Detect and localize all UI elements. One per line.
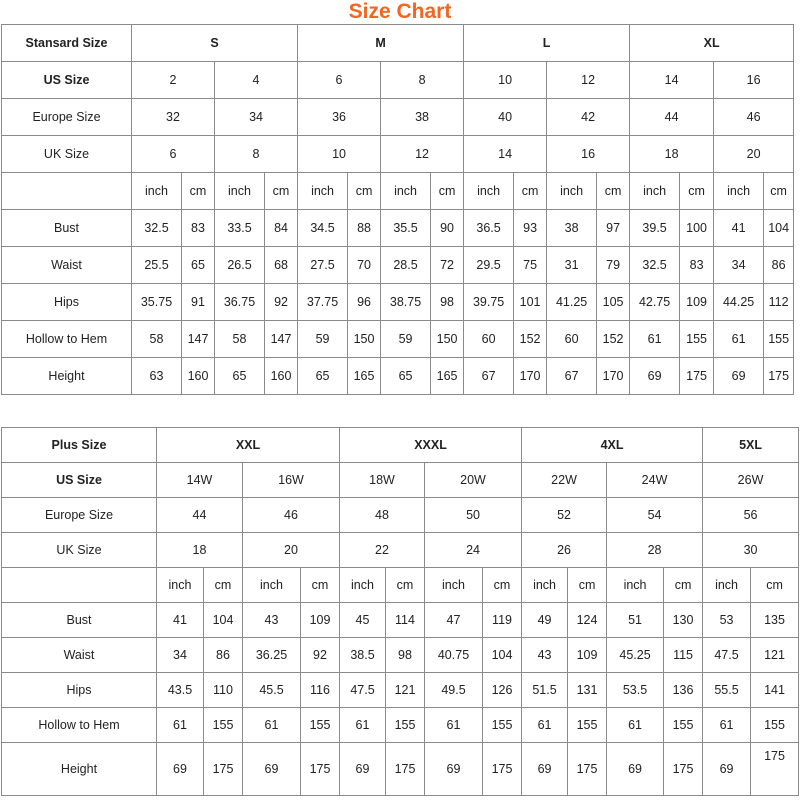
page-title: Size Chart xyxy=(348,0,452,23)
unit-inch-label: inch xyxy=(425,568,483,603)
table-cell: 34 xyxy=(157,638,204,673)
table-cell: 28 xyxy=(607,533,703,568)
table-cell: 31 xyxy=(547,247,597,284)
unit-inch-label: inch xyxy=(381,173,431,210)
size-group-m: M xyxy=(298,25,464,62)
unit-inch-label: inch xyxy=(298,173,348,210)
table-cell: 175 xyxy=(680,358,714,395)
unit-inch-label: inch xyxy=(132,173,182,210)
table-cell: 32.5 xyxy=(132,210,182,247)
table-cell: 90 xyxy=(431,210,464,247)
row-label: Hollow to Hem xyxy=(2,708,157,743)
table-cell: 36.25 xyxy=(243,638,301,673)
table-cell: 69 xyxy=(157,743,204,796)
table-cell: 65 xyxy=(215,358,265,395)
table-cell: 22W xyxy=(522,463,607,498)
hollow-to-hem-row xyxy=(2,321,794,358)
table-cell: 59 xyxy=(298,321,348,358)
table-cell: 155 xyxy=(751,708,799,743)
table-cell: 147 xyxy=(182,321,215,358)
table-cell: 14 xyxy=(630,62,714,99)
table-cell: 69 xyxy=(630,358,680,395)
table-cell: 65 xyxy=(381,358,431,395)
table-cell: 112 xyxy=(764,284,794,321)
unit-cm-label: cm xyxy=(265,173,298,210)
table-cell: 105 xyxy=(597,284,630,321)
uk-size-row xyxy=(2,136,794,173)
unit-cm-label: cm xyxy=(386,568,425,603)
table-cell: 69 xyxy=(243,743,301,796)
table-cell: 16 xyxy=(714,62,794,99)
us-size-row xyxy=(2,62,794,99)
table-cell: 34 xyxy=(215,99,298,136)
table-cell: 65 xyxy=(298,358,348,395)
table-cell: 98 xyxy=(386,638,425,673)
table-cell: 96 xyxy=(348,284,381,321)
table-cell: 69 xyxy=(340,743,386,796)
table-cell: 155 xyxy=(764,321,794,358)
table-cell: 61 xyxy=(703,708,751,743)
table-cell: 61 xyxy=(340,708,386,743)
standard-size-table xyxy=(1,24,794,395)
unit-cm-label: cm xyxy=(680,173,714,210)
table-cell: 91 xyxy=(182,284,215,321)
table-cell: 175 xyxy=(301,743,340,796)
table-cell: 53.5 xyxy=(607,673,664,708)
table-cell: 47.5 xyxy=(340,673,386,708)
table-cell: 61 xyxy=(243,708,301,743)
table-cell: 69 xyxy=(714,358,764,395)
table-cell: 101 xyxy=(514,284,547,321)
table-cell: 175 xyxy=(386,743,425,796)
unit-cm-label: cm xyxy=(751,568,799,603)
europe-size-row xyxy=(2,498,799,533)
table-cell: 104 xyxy=(764,210,794,247)
table-cell: 50 xyxy=(425,498,522,533)
table-cell: 69 xyxy=(607,743,664,796)
size-group-4xl: 4XL xyxy=(522,428,703,463)
waist-row xyxy=(2,247,794,284)
table-cell: 49.5 xyxy=(425,673,483,708)
table-cell: 20 xyxy=(714,136,794,173)
unit-inch-label: inch xyxy=(215,173,265,210)
size-group-xxxl: XXXL xyxy=(340,428,522,463)
table-cell: 119 xyxy=(483,603,522,638)
unit-cm-label: cm xyxy=(431,173,464,210)
table-cell: 92 xyxy=(301,638,340,673)
table-cell: 8 xyxy=(381,62,464,99)
table-cell: 135 xyxy=(751,603,799,638)
size-header-row xyxy=(2,428,799,463)
table-cell: 124 xyxy=(568,603,607,638)
table-cell: 42 xyxy=(547,99,630,136)
table-cell: 60 xyxy=(547,321,597,358)
table-cell: 68 xyxy=(265,247,298,284)
table-cell: 141 xyxy=(751,673,799,708)
table-cell: 61 xyxy=(522,708,568,743)
table-cell: 104 xyxy=(204,603,243,638)
row-label: Europe Size xyxy=(2,498,157,533)
table-cell: 155 xyxy=(204,708,243,743)
table-cell: 72 xyxy=(431,247,464,284)
table-cell: 54 xyxy=(607,498,703,533)
table-cell: 37.75 xyxy=(298,284,348,321)
table-cell: 104 xyxy=(483,638,522,673)
row-label: US Size xyxy=(2,463,157,498)
plus-size-table xyxy=(1,427,799,796)
size-group-xxl: XXL xyxy=(157,428,340,463)
table-cell: 51 xyxy=(607,603,664,638)
table-cell: 150 xyxy=(431,321,464,358)
waist-row xyxy=(2,638,799,673)
table-cell: 84 xyxy=(265,210,298,247)
table-cell: 65 xyxy=(182,247,215,284)
table-cell: 155 xyxy=(483,708,522,743)
table-cell: 46 xyxy=(714,99,794,136)
unit-row xyxy=(2,568,799,603)
table-cell: 16 xyxy=(547,136,630,173)
table-cell: 97 xyxy=(597,210,630,247)
table-cell: 69 xyxy=(425,743,483,796)
bust-row xyxy=(2,210,794,247)
table-cell: 88 xyxy=(348,210,381,247)
table-cell: 41 xyxy=(157,603,204,638)
table-cell: 165 xyxy=(348,358,381,395)
table-cell: 39.5 xyxy=(630,210,680,247)
table-cell: 165 xyxy=(431,358,464,395)
table-cell: 47.5 xyxy=(703,638,751,673)
table-cell: 175 xyxy=(204,743,243,796)
table-cell: 34.5 xyxy=(298,210,348,247)
table-cell: 48 xyxy=(340,498,425,533)
table-cell: 58 xyxy=(132,321,182,358)
table-cell: 92 xyxy=(265,284,298,321)
table-cell: 67 xyxy=(547,358,597,395)
row-label: Bust xyxy=(2,603,157,638)
table-cell: 155 xyxy=(301,708,340,743)
table-cell: 14W xyxy=(157,463,243,498)
table-cell: 59 xyxy=(381,321,431,358)
table-cell: 121 xyxy=(751,638,799,673)
table-cell: 32 xyxy=(132,99,215,136)
row-label: Plus Size xyxy=(2,428,157,463)
table-cell: 86 xyxy=(764,247,794,284)
table-cell: 46 xyxy=(243,498,340,533)
table-cell: 10 xyxy=(298,136,381,173)
table-cell: 121 xyxy=(386,673,425,708)
table-cell: 109 xyxy=(301,603,340,638)
table-cell: 160 xyxy=(182,358,215,395)
table-cell: 61 xyxy=(607,708,664,743)
row-label: Waist xyxy=(2,638,157,673)
table-cell: 83 xyxy=(680,247,714,284)
table-cell: 41 xyxy=(714,210,764,247)
row-label: Bust xyxy=(2,210,132,247)
table-cell: 20W xyxy=(425,463,522,498)
size-group-s: S xyxy=(132,25,298,62)
table-cell: 58 xyxy=(215,321,265,358)
table-cell: 93 xyxy=(514,210,547,247)
row-label: Hollow to Hem xyxy=(2,321,132,358)
table-cell: 131 xyxy=(568,673,607,708)
hips-row xyxy=(2,284,794,321)
height-row xyxy=(2,743,799,796)
table-cell: 116 xyxy=(301,673,340,708)
table-cell: 12 xyxy=(547,62,630,99)
table-cell: 150 xyxy=(348,321,381,358)
table-cell: 61 xyxy=(157,708,204,743)
table-cell: 18 xyxy=(630,136,714,173)
table-cell: 49 xyxy=(522,603,568,638)
unit-inch-label: inch xyxy=(714,173,764,210)
table-cell: 10 xyxy=(464,62,547,99)
row-label: Height xyxy=(2,358,132,395)
unit-inch-label: inch xyxy=(157,568,204,603)
table-cell: 24 xyxy=(425,533,522,568)
size-group-xl: XL xyxy=(630,25,794,62)
unit-cm-label: cm xyxy=(204,568,243,603)
table-cell: 32.5 xyxy=(630,247,680,284)
table-cell: 27.5 xyxy=(298,247,348,284)
hips-row xyxy=(2,673,799,708)
table-cell: 33.5 xyxy=(215,210,265,247)
table-cell: 109 xyxy=(568,638,607,673)
table-cell: 18W xyxy=(340,463,425,498)
table-cell: 175 xyxy=(664,743,703,796)
table-cell: 155 xyxy=(664,708,703,743)
row-label: US Size xyxy=(2,62,132,99)
table-cell: 44 xyxy=(630,99,714,136)
unit-cm-label: cm xyxy=(568,568,607,603)
unit-inch-label: inch xyxy=(703,568,751,603)
table-cell: 61 xyxy=(714,321,764,358)
table-cell: 25.5 xyxy=(132,247,182,284)
table-cell: 70 xyxy=(348,247,381,284)
height-row xyxy=(2,358,794,395)
table-cell: 18 xyxy=(157,533,243,568)
table-cell: 45 xyxy=(340,603,386,638)
table-cell: 75 xyxy=(514,247,547,284)
table-cell: 36.5 xyxy=(464,210,514,247)
table-cell: 35.5 xyxy=(381,210,431,247)
table-cell: 12 xyxy=(381,136,464,173)
unit-inch-label: inch xyxy=(607,568,664,603)
table-cell: 130 xyxy=(664,603,703,638)
table-cell: 6 xyxy=(132,136,215,173)
unit-row xyxy=(2,173,794,210)
uk-size-row xyxy=(2,533,799,568)
table-cell: 30 xyxy=(703,533,799,568)
unit-cm-label: cm xyxy=(597,173,630,210)
table-cell: 14 xyxy=(464,136,547,173)
table-cell: 61 xyxy=(425,708,483,743)
table-cell: 155 xyxy=(680,321,714,358)
table-cell: 170 xyxy=(514,358,547,395)
table-cell: 26.5 xyxy=(215,247,265,284)
table-cell: 170 xyxy=(597,358,630,395)
bust-row xyxy=(2,603,799,638)
size-group-l: L xyxy=(464,25,630,62)
table-cell: 28.5 xyxy=(381,247,431,284)
table-cell: 29.5 xyxy=(464,247,514,284)
table-cell: 36.75 xyxy=(215,284,265,321)
table-cell: 35.75 xyxy=(132,284,182,321)
table-cell: 152 xyxy=(597,321,630,358)
table-cell: 100 xyxy=(680,210,714,247)
row-label: UK Size xyxy=(2,533,157,568)
table-cell: 136 xyxy=(664,673,703,708)
table-cell: 61 xyxy=(630,321,680,358)
table-cell: 53 xyxy=(703,603,751,638)
table-cell: 42.75 xyxy=(630,284,680,321)
row-label: Hips xyxy=(2,284,132,321)
table-cell: 20 xyxy=(243,533,340,568)
table-cell: 38.75 xyxy=(381,284,431,321)
table-cell: 83 xyxy=(182,210,215,247)
table-cell: 45.25 xyxy=(607,638,664,673)
table-cell: 26W xyxy=(703,463,799,498)
unit-inch-label: inch xyxy=(243,568,301,603)
unit-inch-label: inch xyxy=(630,173,680,210)
table-cell: 38.5 xyxy=(340,638,386,673)
table-cell: 38 xyxy=(381,99,464,136)
table-cell: 69 xyxy=(703,743,751,796)
row-label: UK Size xyxy=(2,136,132,173)
table-cell: 175 xyxy=(751,743,799,796)
table-cell: 16W xyxy=(243,463,340,498)
table-cell: 6 xyxy=(298,62,381,99)
table-cell: 60 xyxy=(464,321,514,358)
table-cell: 175 xyxy=(764,358,794,395)
table-cell: 22 xyxy=(340,533,425,568)
table-cell: 152 xyxy=(514,321,547,358)
table-cell: 44.25 xyxy=(714,284,764,321)
unit-cm-label: cm xyxy=(514,173,547,210)
table-cell: 126 xyxy=(483,673,522,708)
table-cell: 40 xyxy=(464,99,547,136)
table-cell: 115 xyxy=(664,638,703,673)
row-label: Europe Size xyxy=(2,99,132,136)
europe-size-row xyxy=(2,99,794,136)
unit-cm-label: cm xyxy=(301,568,340,603)
table-cell: 36 xyxy=(298,99,381,136)
size-group-5xl: 5XL xyxy=(703,428,799,463)
table-cell: 98 xyxy=(431,284,464,321)
table-cell: 109 xyxy=(680,284,714,321)
unit-cm-label: cm xyxy=(664,568,703,603)
size-header-row xyxy=(2,25,794,62)
table-cell: 4 xyxy=(215,62,298,99)
row-label xyxy=(2,173,132,210)
table-cell: 67 xyxy=(464,358,514,395)
table-cell: 52 xyxy=(522,498,607,533)
table-cell: 79 xyxy=(597,247,630,284)
unit-inch-label: inch xyxy=(464,173,514,210)
table-cell: 175 xyxy=(568,743,607,796)
row-label: Hips xyxy=(2,673,157,708)
table-cell: 8 xyxy=(215,136,298,173)
table-cell: 45.5 xyxy=(243,673,301,708)
table-cell: 155 xyxy=(386,708,425,743)
table-cell: 24W xyxy=(607,463,703,498)
table-cell: 114 xyxy=(386,603,425,638)
table-cell: 175 xyxy=(483,743,522,796)
unit-cm-label: cm xyxy=(483,568,522,603)
us-size-row xyxy=(2,463,799,498)
unit-inch-label: inch xyxy=(522,568,568,603)
table-cell: 26 xyxy=(522,533,607,568)
table-cell: 51.5 xyxy=(522,673,568,708)
table-cell: 147 xyxy=(265,321,298,358)
unit-cm-label: cm xyxy=(764,173,794,210)
table-cell: 160 xyxy=(265,358,298,395)
table-cell: 86 xyxy=(204,638,243,673)
table-cell: 38 xyxy=(547,210,597,247)
table-cell: 41.25 xyxy=(547,284,597,321)
table-cell: 69 xyxy=(522,743,568,796)
table-cell: 47 xyxy=(425,603,483,638)
table-cell: 39.75 xyxy=(464,284,514,321)
table-cell: 43 xyxy=(522,638,568,673)
table-cell: 56 xyxy=(703,498,799,533)
table-cell: 40.75 xyxy=(425,638,483,673)
table-cell: 43.5 xyxy=(157,673,204,708)
table-cell: 34 xyxy=(714,247,764,284)
table-cell: 44 xyxy=(157,498,243,533)
unit-cm-label: cm xyxy=(182,173,215,210)
table-cell: 110 xyxy=(204,673,243,708)
table-cell: 155 xyxy=(568,708,607,743)
row-label: Stansard Size xyxy=(2,25,132,62)
hollow-to-hem-row xyxy=(2,708,799,743)
unit-inch-label: inch xyxy=(340,568,386,603)
row-label xyxy=(2,568,157,603)
unit-inch-label: inch xyxy=(547,173,597,210)
row-label: Height xyxy=(2,743,157,796)
unit-cm-label: cm xyxy=(348,173,381,210)
row-label: Waist xyxy=(2,247,132,284)
table-cell: 63 xyxy=(132,358,182,395)
table-cell: 55.5 xyxy=(703,673,751,708)
table-cell: 43 xyxy=(243,603,301,638)
table-cell: 2 xyxy=(132,62,215,99)
